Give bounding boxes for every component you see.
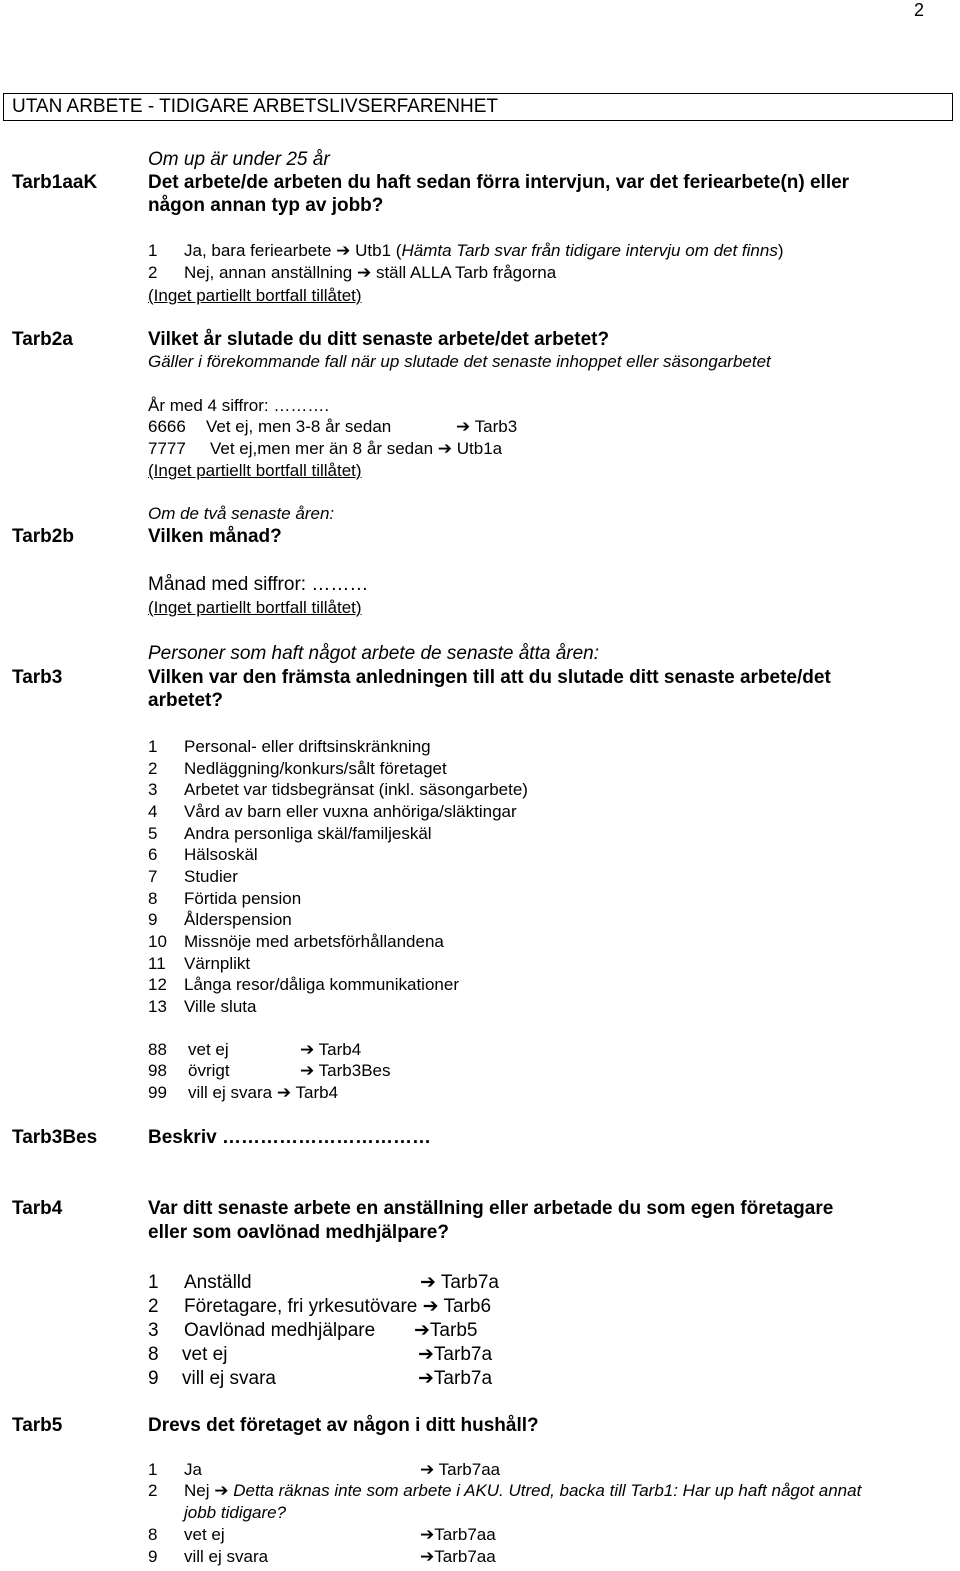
tarb3-condition: Personer som haft något arbete de senaste åtta åren: [148,643,600,664]
option-text: Personal- eller driftsinskränkning [184,737,431,756]
tarb1aak-option-1 [148,241,784,261]
tarb3-option [148,889,301,909]
tarb5-question: Drevs det företaget av någon i ditt hushåll? [148,1415,539,1436]
option-target: Tarb7a [433,1344,493,1365]
option-target: Tarb7aa [438,1460,501,1479]
tarb3-special-option [148,1040,361,1060]
option-code: 7777 [148,439,186,458]
option-text: Ville sluta [184,997,257,1016]
option-number: 3 [148,780,158,799]
option-text: Vård av barn eller vuxna anhöriga/släktingar [184,802,517,821]
tarb4-question-line2: eller som oavlönad medhjälpare? [148,1222,449,1243]
tarb4-option [148,1295,491,1318]
question-id-tarb3bes: Tarb3Bes [12,1127,98,1148]
tarb2b-condition: Om de två senaste åren: [148,504,335,523]
question-id-tarb5: Tarb5 [12,1415,63,1436]
option-text: Oavlönad medhjälpare [184,1320,376,1341]
note-paren-open: ( [395,241,402,260]
tarb3-special-option [148,1083,338,1103]
option-number: 5 [148,824,158,843]
arrow-right-icon: ➔ [300,1040,315,1059]
option-number: 1 [148,1272,159,1293]
tarb3-special-option [148,1061,391,1081]
tarb3bes-prompt: Beskriv …………………………… [148,1127,431,1148]
page-number: 2 [913,0,924,20]
tarb2a-no-dropout: (Inget partiellt bortfall tillåtet) [148,461,362,480]
option-text: Arbetet var tidsbegränsat (inkl. säsongarbete) [184,780,528,799]
option-number: 9 [148,1368,159,1389]
tarb4-option [148,1319,477,1342]
option-text: Nej, annan anställning [184,263,353,282]
tarb3-option [148,802,517,822]
option-number: 12 [148,975,167,994]
option-target: Tarb7a [440,1272,499,1293]
section-title: UTAN ARBETE - TIDIGARE ARBETSLIVSERFARENHET [12,96,499,117]
option-text: vet ej [188,1040,229,1059]
arrow-right-icon: ➔ [414,1320,430,1341]
question-id-tarb1aak: Tarb1aaK [12,172,98,193]
option-text: vet ej [184,1525,225,1544]
tarb1aak-no-dropout: (Inget partiellt bortfall tillåtet) [148,286,362,305]
option-number: 13 [148,997,167,1016]
option-text: Förtida pension [184,889,302,908]
arrow-right-icon: ➔ [214,1481,229,1500]
tarb3-option [148,997,256,1017]
tarb1aak-condition: Om up är under 25 år [148,149,330,170]
question-id-tarb2a: Tarb2a [12,329,73,350]
question-id-tarb4: Tarb4 [12,1198,63,1219]
option-number: 6 [148,845,158,864]
tarb5-option-9 [148,1547,496,1567]
option-note: Hämta Tarb svar från tidigare intervju om det finns [401,241,778,260]
option-number: 8 [148,1525,158,1544]
option-target: ställ ALLA Tarb frågorna [375,263,557,282]
option-number: 2 [148,1296,159,1317]
arrow-right-icon: ➔ [422,1296,439,1317]
option-number: 1 [148,737,158,756]
tarb2a-question: Vilket år slutade du ditt senaste arbete/det arbetet? [148,329,610,350]
option-text: Missnöje med arbetsförhållandena [184,932,444,951]
option-text: Vet ej,men mer än 8 år sedan [210,439,434,458]
tarb4-option [148,1343,492,1366]
arrow-right-icon: ➔ [418,1368,434,1389]
tarb5-option-1 [148,1460,500,1480]
question-id-tarb2b: Tarb2b [12,526,74,547]
option-target: Tarb4 [295,1083,339,1102]
option-text: Nedläggning/konkurs/sålt företaget [184,759,447,778]
arrow-right-icon: ➔ [456,417,471,436]
tarb4-question-line1: Var ditt senaste arbete en anställning eller arbetade du som egen företagare [148,1198,834,1219]
tarb3-option [148,975,459,995]
tarb2b-no-dropout: (Inget partiellt bortfall tillåtet) [148,598,362,617]
tarb3-option [148,910,292,930]
arrow-right-icon: ➔ [420,1525,435,1544]
arrow-right-icon: ➔ [276,1083,292,1102]
option-text: vill ej svara [182,1368,276,1389]
option-text: vill ej svara [184,1547,269,1566]
tarb3-option [148,759,447,779]
tarb2b-month-prompt: Månad med siffror: ……… [148,574,369,595]
tarb5-option-2 [148,1481,861,1501]
option-number: 88 [148,1040,167,1059]
option-text: Hälsoskäl [184,845,258,864]
tarb3-option [148,737,431,757]
option-number: 7 [148,867,158,886]
option-target: Tarb4 [318,1040,362,1059]
tarb4-option [148,1271,499,1294]
option-code: 6666 [148,417,186,436]
option-target: Tarb7aa [434,1525,496,1544]
question-id-tarb3: Tarb3 [12,667,63,688]
option-target: Tarb3Bes [318,1061,391,1080]
option-number: 9 [148,910,158,929]
option-number: 8 [148,1344,159,1365]
tarb1aak-option-2 [148,263,556,283]
option-text: Ålderspension [184,910,292,929]
arrow-right-icon: ➔ [420,1547,435,1566]
option-text: Värnplikt [184,954,251,973]
tarb2a-note: Gäller i förekommande fall när up slutade det senaste inhoppet eller säsongarbetet [148,352,771,371]
option-text: Ja [184,1460,202,1479]
tarb1aak-question-line1: Det arbete/de arbeten du haft sedan förra intervjun, var det feriearbete(n) eller [148,172,850,193]
option-number: 2 [148,263,158,282]
option-text: övrigt [188,1061,230,1080]
tarb2a-year-prompt: År med 4 siffror: ………. [148,396,330,415]
option-text: Anställd [184,1272,252,1293]
tarb3-question-line1: Vilken var den främsta anledningen till att du slutade ditt senaste arbete/det [148,667,831,688]
option-note: Detta räknas inte som arbete i AKU. Utred, backa till Tarb1: Har up haft något annat [233,1481,862,1500]
tarb2b-question: Vilken månad? [148,526,282,547]
option-text: Företagare, fri yrkesutövare [184,1296,418,1317]
arrow-right-icon: ➔ [437,439,453,458]
option-number: 2 [148,759,158,778]
option-number: 99 [148,1083,167,1102]
option-text: Ja, bara feriearbete [184,241,332,260]
tarb2a-option-7777 [148,439,502,459]
arrow-right-icon: ➔ [300,1061,315,1080]
option-number: 2 [148,1481,158,1500]
tarb4-option [148,1367,492,1390]
arrow-right-icon: ➔ [356,263,372,282]
option-target: Tarb3 [474,417,518,436]
tarb5-option-2-note-line2: jobb tidigare? [184,1503,287,1522]
option-text: vill ej svara [188,1083,273,1102]
option-number: 9 [148,1547,158,1566]
option-text: Vet ej, men 3-8 år sedan [206,417,392,436]
option-target: Utb1a [456,439,503,458]
option-number: 10 [148,932,167,951]
option-target: Tarb7aa [434,1547,496,1566]
tarb3-option [148,824,432,844]
arrow-right-icon: ➔ [420,1460,435,1479]
option-target: Tarb7a [433,1368,493,1389]
option-target: Tarb6 [443,1296,492,1317]
tarb3-option [148,867,238,887]
tarb3-option [148,954,250,974]
tarb3-option [148,845,258,865]
option-text: Långa resor/dåliga kommunikationer [184,975,459,994]
option-number: 1 [148,1460,158,1479]
option-text: Andra personliga skäl/familjeskäl [184,824,432,843]
option-target: Utb1 [355,241,392,260]
option-text: vet ej [182,1344,228,1365]
arrow-right-icon: ➔ [418,1344,434,1365]
tarb2a-option-6666 [148,417,517,437]
tarb1aak-question-line2: någon annan typ av jobb? [148,195,384,216]
option-number: 3 [148,1320,159,1341]
tarb3-option [148,780,528,800]
option-text: Studier [184,867,238,886]
option-target: Tarb5 [429,1320,478,1341]
option-number: 4 [148,802,158,821]
tarb3-option [148,932,444,952]
tarb3-question-line2: arbetet? [148,690,223,711]
option-number: 1 [148,241,158,260]
option-number: 11 [148,954,166,973]
tarb5-option-8 [148,1525,496,1545]
arrow-right-icon: ➔ [336,241,351,260]
note-paren-close: ) [777,241,784,260]
option-number: 98 [148,1061,167,1080]
arrow-right-icon: ➔ [420,1272,436,1293]
option-number: 8 [148,889,158,908]
option-text: Nej [184,1481,210,1500]
